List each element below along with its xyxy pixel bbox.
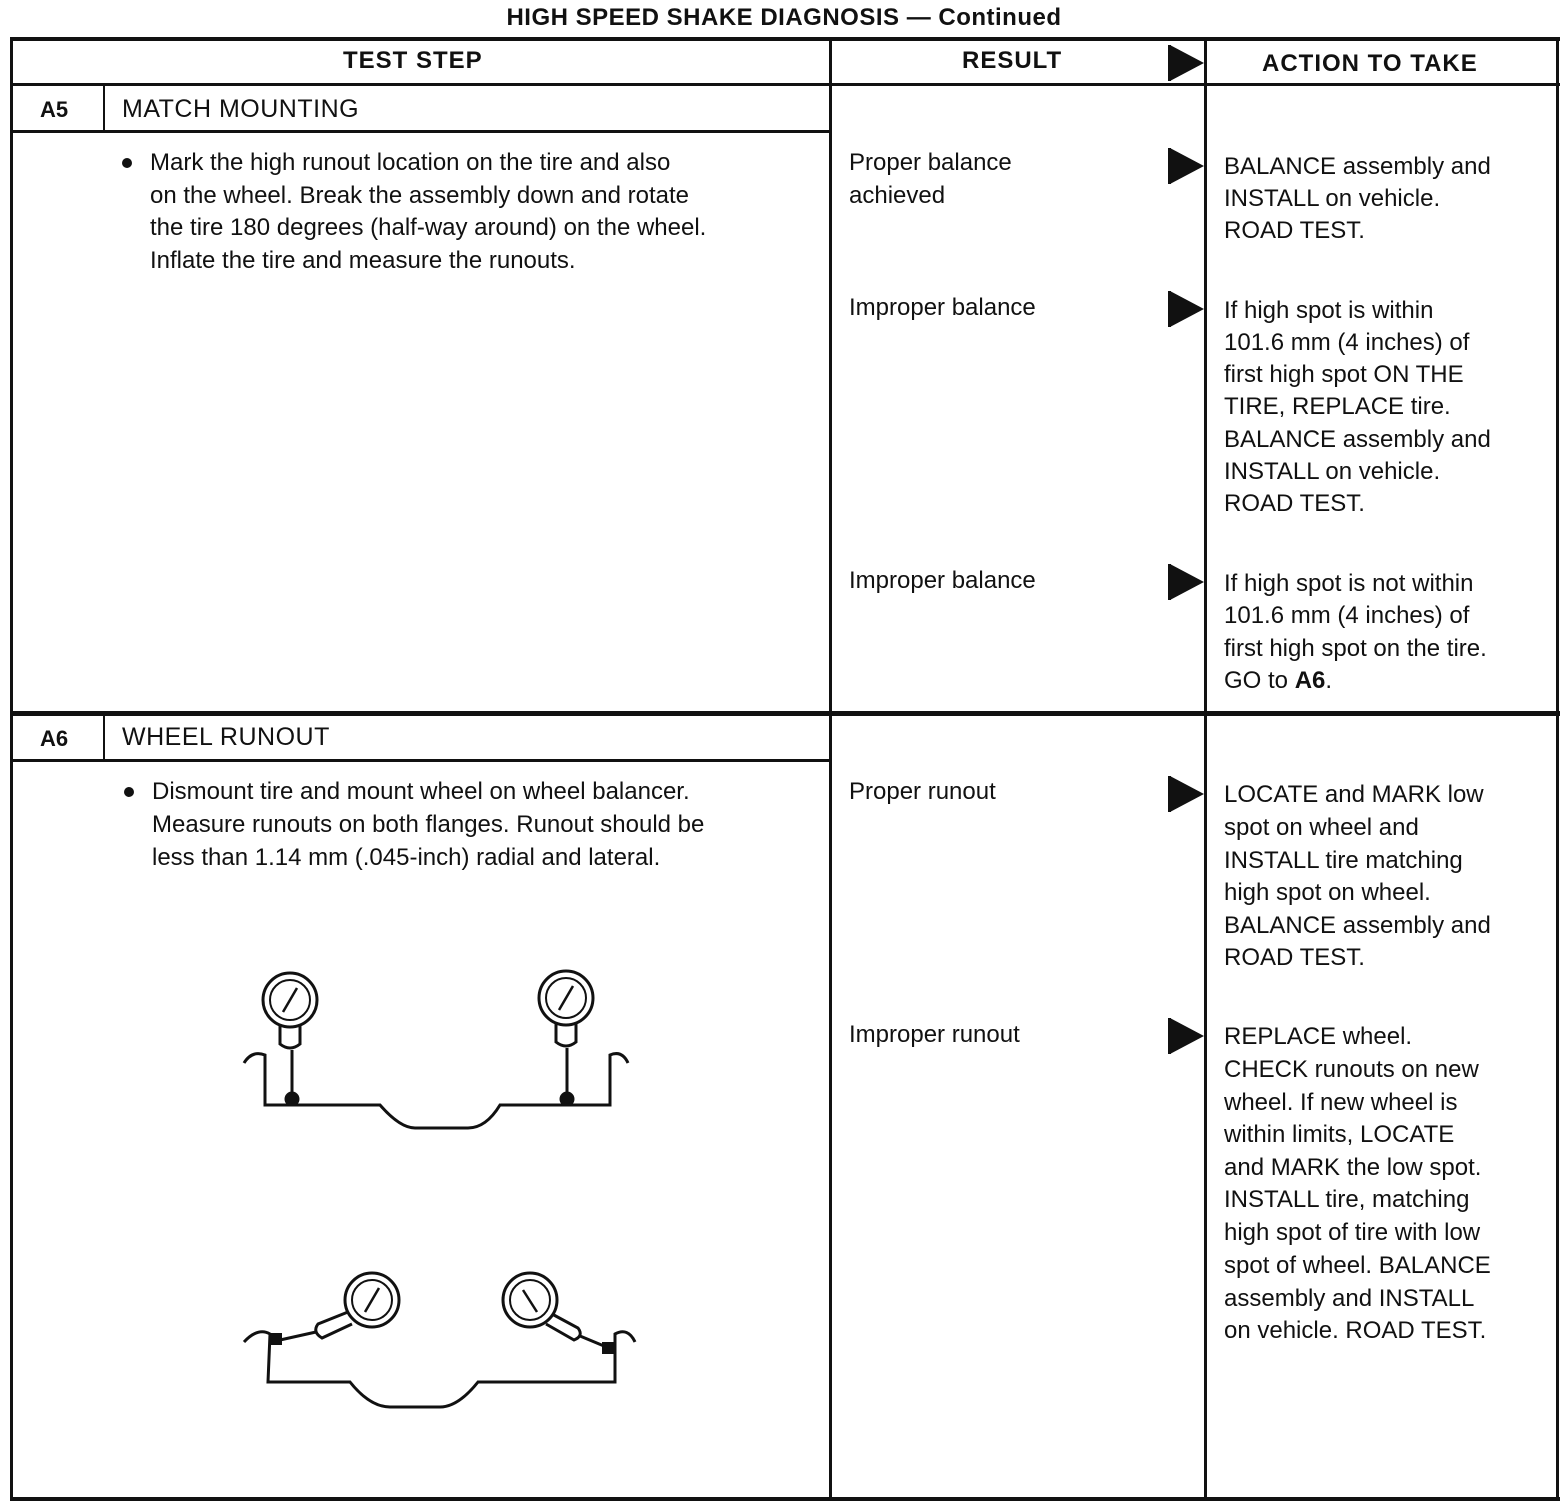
action-line: and MARK the low spot. <box>1224 1154 1482 1181</box>
header-bottom-border <box>10 83 1560 86</box>
action-line: BALANCE assembly and <box>1224 153 1491 180</box>
page-title: HIGH SPEED SHAKE DIAGNOSIS — Continued <box>506 4 1062 31</box>
action-line: first high spot ON THE <box>1224 361 1464 388</box>
radial-runout-illustration <box>230 960 650 1140</box>
action-line: INSTALL on vehicle. <box>1224 458 1441 485</box>
bullet-icon <box>122 158 132 168</box>
action-line: BALANCE assembly and <box>1224 912 1491 939</box>
goto-step-ref: A6 <box>1294 667 1326 694</box>
action-line: INSTALL on vehicle. <box>1224 185 1441 212</box>
column-divider-2 <box>1204 37 1207 1501</box>
table-top-border <box>10 37 1560 41</box>
table-bottom-border <box>10 1497 1560 1501</box>
action-line: ROAD TEST. <box>1224 217 1365 244</box>
action-line: ROAD TEST. <box>1224 490 1365 517</box>
step-id: A5 <box>40 97 69 122</box>
a6-heading-underline <box>10 759 832 762</box>
step-title: MATCH MOUNTING <box>122 95 360 123</box>
result-arrow-icon <box>1170 291 1204 327</box>
instruction-line: Mark the high runout location on the tire and also <box>150 149 671 176</box>
result-text: Improper balance <box>849 294 1036 321</box>
action-line: If high spot is not within <box>1224 570 1474 597</box>
result-text: Proper runout <box>849 778 996 805</box>
action-line: INSTALL tire matching <box>1224 847 1463 874</box>
action-line: within limits, LOCATE <box>1224 1121 1455 1148</box>
instruction-line: less than 1.14 mm (.045-inch) radial and lateral. <box>152 844 661 871</box>
action-line: first high spot on the tire. <box>1224 635 1487 662</box>
result-text: achieved <box>849 182 946 209</box>
result-arrow-icon <box>1170 45 1204 81</box>
result-text: Improper runout <box>849 1021 1020 1048</box>
result-arrow-icon <box>1170 564 1204 600</box>
action-line: assembly and INSTALL <box>1224 1285 1475 1312</box>
a5-heading-underline <box>10 130 832 133</box>
table-right-border <box>1556 37 1559 1501</box>
dial-indicator-icon <box>270 1273 399 1345</box>
goto-period: . <box>1325 667 1333 694</box>
dial-indicator-icon <box>263 973 317 1105</box>
a6-id-divider <box>103 714 105 761</box>
action-line: INSTALL tire, matching <box>1224 1186 1470 1213</box>
header-test-step: TEST STEP <box>343 47 483 74</box>
step-title: WHEEL RUNOUT <box>122 723 330 751</box>
action-line: If high spot is within <box>1224 297 1434 324</box>
result-arrow-icon <box>1170 148 1204 184</box>
action-line: spot on wheel and <box>1224 814 1419 841</box>
result-arrow-icon <box>1170 1018 1204 1054</box>
bullet-icon <box>124 787 134 797</box>
action-line: on vehicle. ROAD TEST. <box>1224 1317 1487 1344</box>
section-divider <box>10 711 1560 716</box>
action-line: high spot on wheel. <box>1224 879 1431 906</box>
column-divider-1 <box>829 37 832 1501</box>
instruction-line: the tire 180 degrees (half-way around) on the wheel. <box>150 214 707 241</box>
action-line: 101.6 mm (4 inches) of <box>1224 602 1470 629</box>
instruction-line: Inflate the tire and measure the runouts. <box>150 247 576 274</box>
lateral-runout-illustration <box>230 1262 650 1412</box>
instruction-line: Dismount tire and mount wheel on wheel balancer. <box>152 778 690 805</box>
header-action: ACTION TO TAKE <box>1262 50 1478 77</box>
action-line: REPLACE wheel. <box>1224 1023 1413 1050</box>
action-line: 101.6 mm (4 inches) of <box>1224 329 1470 356</box>
dial-indicator-icon <box>539 971 593 1105</box>
action-line: BALANCE assembly and <box>1224 426 1491 453</box>
a5-id-divider <box>103 84 105 132</box>
step-id: A6 <box>40 726 69 751</box>
action-line: wheel. If new wheel is <box>1224 1089 1458 1116</box>
result-arrow-icon <box>1170 776 1204 812</box>
action-line: LOCATE and MARK low <box>1224 781 1484 808</box>
result-text: Improper balance <box>849 567 1036 594</box>
action-line-goto <box>1224 665 1332 698</box>
result-text: Proper balance <box>849 149 1012 176</box>
action-line: TIRE, REPLACE tire. <box>1224 393 1451 420</box>
instruction-line: Measure runouts on both flanges. Runout should be <box>152 811 705 838</box>
instruction-line: on the wheel. Break the assembly down and rotate <box>150 182 689 209</box>
action-line: CHECK runouts on new <box>1224 1056 1479 1083</box>
dial-indicator-icon <box>503 1273 614 1354</box>
table-left-border <box>10 37 13 1501</box>
header-result: RESULT <box>962 47 1063 74</box>
action-line: ROAD TEST. <box>1224 944 1365 971</box>
goto-text: GO to <box>1224 667 1295 694</box>
action-line: high spot of tire with low <box>1224 1219 1481 1246</box>
action-line: spot of wheel. BALANCE <box>1224 1252 1491 1279</box>
